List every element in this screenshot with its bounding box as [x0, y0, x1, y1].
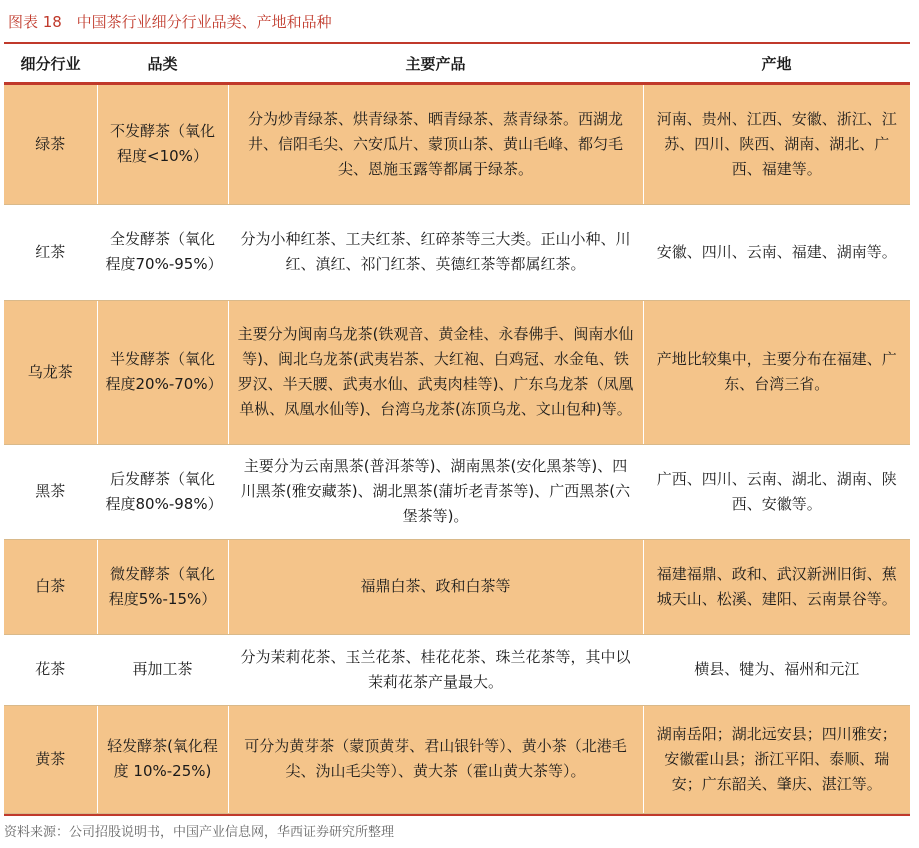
category-cell: 再加工茶	[97, 634, 228, 705]
header-segment: 细分行业	[20, 54, 81, 73]
figure-title: 中国茶行业细分行业品类、产地和品种	[76, 13, 332, 31]
table-row	[4, 705, 910, 813]
source-note: 资料来源：公司招股说明书，中国产业信息网，华西证券研究所整理	[4, 825, 395, 840]
origin-cell: 产地比较集中，主要分布在福建、广东、台湾三省。	[643, 300, 910, 444]
origin-cell: 福建福鼎、政和、武汉新洲旧街、蕉城天山、松溪、建阳、云南景谷等。	[643, 539, 910, 634]
products-cell: 分为小种红茶、工夫红茶、红碎茶等三大类。正山小种、川红、滇红、祁门红茶、英德红茶等都属红茶。	[228, 204, 643, 300]
category-cell: 轻发酵茶(氧化程度 10%-25%)	[97, 705, 228, 813]
figure-number: 图表 18	[8, 13, 62, 31]
segment-cell: 黄茶	[4, 705, 97, 813]
header-category: 品类	[147, 54, 178, 73]
segment-cell: 白茶	[4, 539, 97, 634]
products-cell: 福鼎白茶、政和白茶等	[228, 539, 643, 634]
products-cell: 分为茉莉花茶、玉兰花茶、桂花花茶、珠兰花茶等，其中以茉莉花茶产量最大。	[228, 634, 643, 705]
category-cell: 微发酵茶（氧化程度5%-15%）	[97, 539, 228, 634]
origin-cell: 横县、犍为、福州和元江	[643, 634, 910, 705]
origin-cell: 河南、贵州、江西、安徽、浙江、江苏、四川、陕西、湖南、湖北、广西、福建等。	[643, 85, 910, 204]
category-cell: 不发酵茶（氧化程度<10%）	[97, 85, 228, 204]
segment-cell: 黑茶	[4, 444, 97, 539]
bottom-rule	[4, 814, 910, 816]
origin-cell: 广西、四川、云南、湖北、湖南、陕西、安徽等。	[643, 444, 910, 539]
category-cell: 全发酵茶（氧化程度70%-95%）	[97, 204, 228, 300]
header-products: 主要产品	[405, 54, 466, 73]
products-cell: 可分为黄芽茶（蒙顶黄芽、君山银针等）、黄小茶（北港毛尖、沩山毛尖等）、黄大茶（霍山黄大茶等）。	[228, 705, 643, 813]
segment-cell: 花茶	[4, 634, 97, 705]
table-row	[4, 444, 910, 539]
table-row	[4, 85, 910, 204]
table-row	[4, 300, 910, 444]
segment-cell: 乌龙茶	[4, 300, 97, 444]
table-row	[4, 634, 910, 705]
table-row	[4, 539, 910, 634]
products-cell: 分为炒青绿茶、烘青绿茶、晒青绿茶、蒸青绿茶。西湖龙井、信阳毛尖、六安瓜片、蒙顶山茶、黄山毛峰、都匀毛尖、恩施玉露等都属于绿茶。	[228, 85, 643, 204]
origin-cell: 湖南岳阳；湖北远安县；四川雅安；安徽霍山县；浙江平阳、泰顺、瑞安；广东韶关、肇庆、湛江等。	[643, 705, 910, 813]
category-cell: 后发酵茶（氧化程度80%-98%）	[97, 444, 228, 539]
segment-cell: 红茶	[4, 204, 97, 300]
products-cell: 主要分为云南黑茶(普洱茶等)、湖南黑茶(安化黑茶等)、四川黑茶(雅安藏茶)、湖北黑茶(蒲圻老青茶等)、广西黑茶(六堡茶等)。	[228, 444, 643, 539]
header-origin: 产地	[761, 54, 792, 73]
category-cell: 半发酵茶（氧化程度20%-70%）	[97, 300, 228, 444]
figure-caption	[4, 8, 910, 36]
table-header	[4, 44, 910, 82]
table-row	[4, 204, 910, 300]
origin-cell: 安徽、四川、云南、福建、湖南等。	[643, 204, 910, 300]
products-cell: 主要分为闽南乌龙茶(铁观音、黄金桂、永春佛手、闽南水仙等)、闽北乌龙茶(武夷岩茶、大红袍、白鸡冠、水金龟、铁罗汉、半天腰、武夷水仙、武夷肉桂等)、广东乌龙茶（凤凰单枞、凤凰水仙等)、台湾乌龙茶(冻顶乌龙、文山包种)等。	[228, 300, 643, 444]
segment-cell: 绿茶	[4, 85, 97, 204]
tea-table	[4, 85, 910, 814]
